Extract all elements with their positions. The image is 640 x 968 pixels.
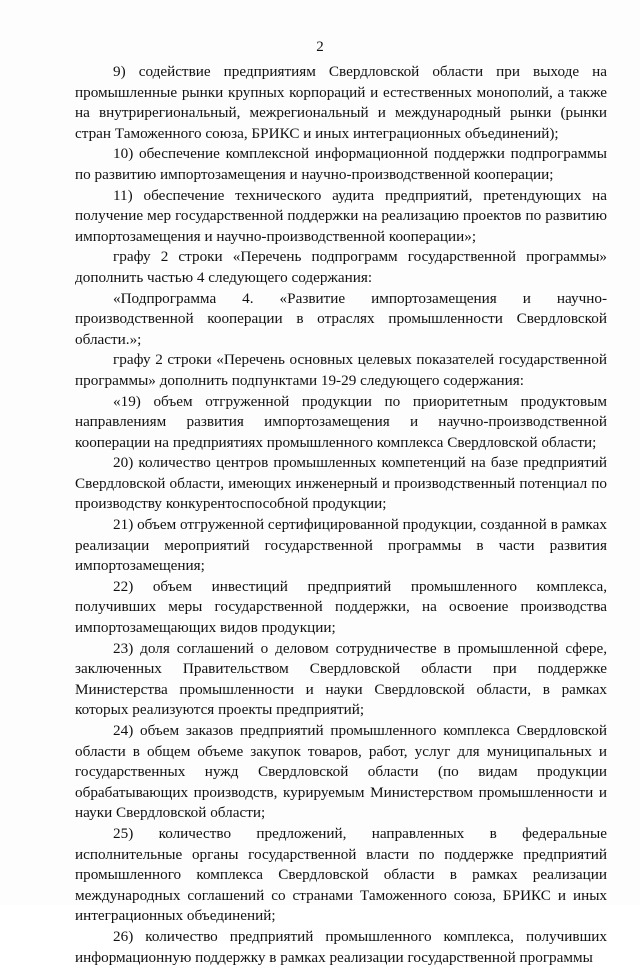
paragraph-item-26: 26) количество предприятий промышленного комплекса, получивших информационную поддержку в рамках реализации государственной программы — [75, 927, 607, 966]
paragraph-item-19: «19) объем отгруженной продукции по приоритетным продуктовым направлениям развития импортозамещения и научно-производственной кооперации на предприятиях промышленного комплекса Свердловской области; — [75, 392, 607, 451]
paragraph-subprogram-4: «Подпрограмма 4. «Развитие импортозамещения и научно-производственной кооперации в отраслях промышленности Свердловской области.»; — [75, 289, 607, 348]
paragraph-item-21: 21) объем отгруженной сертифицированной продукции, созданной в рамках реализации мероприятий государственной программы в части развития импортозамещения; — [75, 516, 607, 575]
document-body — [75, 62, 607, 968]
paragraph-amend-indicators: графу 2 строки «Перечень основных целевых показателей государственной программы» дополнить подпунктами 19-29 следующего содержания: — [75, 351, 607, 389]
page-number: 2 — [316, 39, 324, 55]
paragraph-item-9: 9) содействие предприятиям Свердловской области при выходе на промышленные рынки крупных корпораций и естественных монополий, а также на внутрирегиональный, межрегиональный и международный рынки (рынки стран Таможенного союза, БРИКС и иных интеграционных объединений); — [75, 63, 607, 142]
paragraph-item-24: 24) объем заказов предприятий промышленного комплекса Свердловской области в общем объеме закупок товаров, работ, услуг для муниципальных и государственных нужд Свердловской области (по видам продукции обрабатывающих производств, курируемым Министерством промышленности и науки Свердловской области; — [75, 722, 607, 822]
paragraph-item-10: 10) обеспечение комплексной информационной поддержки подпрограммы по развитию импортозамещения и научно-производственной кооперации; — [75, 145, 607, 183]
paragraph-item-11: 11) обеспечение технического аудита предприятий, претендующих на получение мер государственной поддержки на реализацию проектов по развитию импортозамещения и научно-производственной кооперации»; — [75, 186, 607, 245]
paragraph-amend-subprograms: графу 2 строки «Перечень подпрограмм государственной программы» дополнить частью 4 следующего содержания: — [75, 248, 607, 286]
paragraph-item-23: 23) доля соглашений о деловом сотрудничестве в промышленной сфере, заключенных Правительством Свердловской области при поддержке Министерства промышленности и науки Свердловской области, в рамках которых реализуются проекты предприятий; — [75, 639, 607, 719]
paragraph-item-20: 20) количество центров промышленных компетенций на базе предприятий Свердловской области, имеющих инженерный и производственный потенциал по производству конкурентоспособной продукции; — [75, 454, 607, 513]
paragraph-item-25: 25) количество предложений, направленных в федеральные исполнительные органы государственной власти по поддержке предприятий промышленного комплекса Свердловской области в рамках реализации международных соглашений со странами Таможенного союза, БРИКС и иных интеграционных объединений; — [75, 824, 607, 925]
paragraph-item-22: 22) объем инвестиций предприятий промышленного комплекса, получивших меры государственной поддержки, на освоение производства импортозамещающих видов продукции; — [75, 577, 607, 637]
